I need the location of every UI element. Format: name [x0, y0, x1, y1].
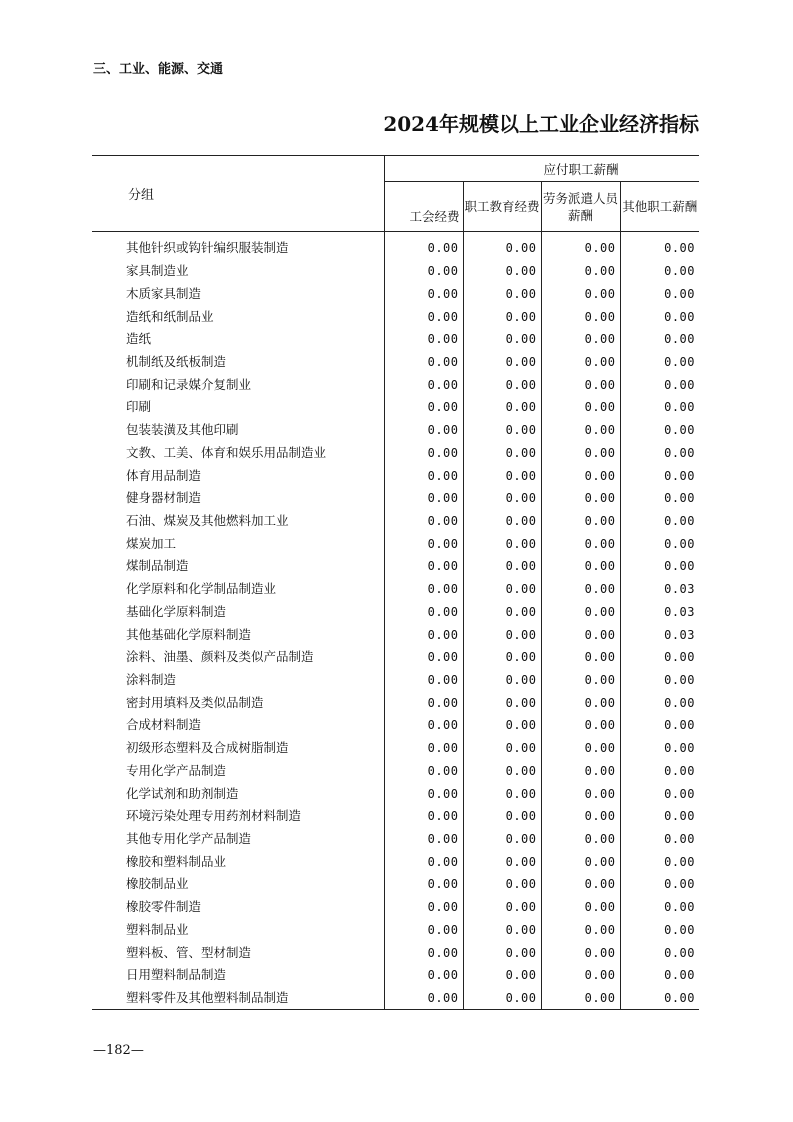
cell-value: 0.00	[620, 919, 699, 942]
cell-value: 0.00	[541, 396, 620, 419]
cell-value: 0.00	[541, 691, 620, 714]
table-row	[92, 487, 699, 510]
cell-value: 0.00	[541, 737, 620, 760]
table-row	[92, 896, 699, 919]
cell-value: 0.00	[541, 464, 620, 487]
cell-value: 0.00	[541, 850, 620, 873]
table-row	[92, 987, 699, 1010]
payroll-super-header: 应付职工薪酬	[463, 156, 699, 182]
cell-value: 0.00	[541, 555, 620, 578]
cell-value: 0.00	[384, 351, 463, 374]
cell-value: 0.00	[384, 828, 463, 851]
cell-value: 0.00	[384, 737, 463, 760]
cell-value: 0.00	[384, 555, 463, 578]
row-label: 合成材料制造	[126, 717, 202, 733]
cell-value: 0.00	[384, 487, 463, 510]
table-row	[92, 305, 699, 328]
cell-value: 0.00	[620, 691, 699, 714]
cell-value: 0.00	[541, 782, 620, 805]
cell-value: 0.00	[384, 850, 463, 873]
cell-value: 0.00	[620, 396, 699, 419]
row-label: 石油、煤炭及其他燃料加工业	[126, 512, 289, 528]
cell-value: 0.00	[620, 737, 699, 760]
cell-value: 0.00	[620, 646, 699, 669]
row-label: 涂料、油墨、颜料及类似产品制造	[126, 649, 314, 665]
cell-value: 0.00	[541, 260, 620, 283]
cell-value: 0.00	[463, 964, 541, 987]
cell-value: 0.00	[384, 805, 463, 828]
cell-value: 0.00	[541, 601, 620, 624]
cell-value: 0.00	[384, 328, 463, 351]
cell-value: 0.00	[620, 964, 699, 987]
table-row	[92, 919, 699, 942]
table-row	[92, 282, 699, 305]
row-label: 煤炭加工	[126, 535, 177, 551]
cell-value: 0.00	[384, 510, 463, 533]
group-column-header: 分组	[92, 156, 384, 232]
cell-value: 0.00	[384, 760, 463, 783]
row-label: 塑料零件及其他塑料制品制造	[92, 987, 384, 1010]
table-row	[92, 328, 699, 351]
cell-value: 0.00	[620, 873, 699, 896]
cell-value: 0.00	[541, 623, 620, 646]
cell-value: 0.00	[384, 714, 463, 737]
row-label: 印刷	[126, 399, 152, 415]
cell-value: 0.00	[541, 760, 620, 783]
cell-value: 0.00	[620, 328, 699, 351]
table-row	[92, 805, 699, 828]
empty-header-cell	[384, 156, 463, 182]
table-row	[92, 601, 699, 624]
cell-value: 0.00	[541, 828, 620, 851]
cell-value: 0.00	[541, 351, 620, 374]
cell-value: 0.00	[384, 782, 463, 805]
cell-value: 0.00	[620, 669, 699, 692]
column-header-education-fee: 职工教育经费	[463, 182, 541, 232]
table-row	[92, 714, 699, 737]
cell-value: 0.00	[463, 805, 541, 828]
cell-value: 0.00	[463, 232, 541, 260]
row-label: 涂料制造	[126, 672, 177, 688]
cell-value: 0.00	[541, 232, 620, 260]
table-row	[92, 464, 699, 487]
table-row	[92, 260, 699, 283]
cell-value: 0.00	[463, 441, 541, 464]
cell-value: 0.00	[384, 373, 463, 396]
cell-value: 0.00	[463, 873, 541, 896]
cell-value: 0.00	[384, 646, 463, 669]
cell-value: 0.00	[541, 419, 620, 442]
table-row	[92, 691, 699, 714]
cell-value: 0.00	[384, 987, 463, 1010]
row-label: 家具制造业	[126, 263, 189, 279]
table-row	[92, 873, 699, 896]
table-row	[92, 396, 699, 419]
column-header-other-pay: 其他职工薪酬	[620, 182, 699, 232]
row-label: 造纸	[126, 331, 152, 347]
cell-value: 0.00	[384, 601, 463, 624]
table-body	[92, 232, 699, 1010]
cell-value: 0.00	[384, 441, 463, 464]
cell-value: 0.00	[541, 714, 620, 737]
cell-value: 0.00	[463, 305, 541, 328]
cell-value: 0.00	[384, 873, 463, 896]
table-row	[92, 373, 699, 396]
cell-value: 0.00	[541, 532, 620, 555]
table-row	[92, 760, 699, 783]
cell-value: 0.00	[620, 896, 699, 919]
cell-value: 0.03	[620, 578, 699, 601]
cell-value: 0.00	[384, 396, 463, 419]
cell-value: 0.00	[620, 941, 699, 964]
row-label: 化学原料和化学制品制造业	[126, 581, 277, 597]
table-row	[92, 419, 699, 442]
cell-value: 0.00	[541, 282, 620, 305]
cell-value: 0.00	[620, 419, 699, 442]
cell-value: 0.00	[620, 714, 699, 737]
cell-value: 0.00	[541, 941, 620, 964]
cell-value: 0.00	[384, 260, 463, 283]
table-row	[92, 351, 699, 374]
cell-value: 0.00	[463, 282, 541, 305]
cell-value: 0.00	[541, 305, 620, 328]
cell-value: 0.00	[463, 351, 541, 374]
row-label: 日用塑料制品制造	[126, 967, 227, 983]
row-label: 塑料制品业	[126, 921, 189, 937]
cell-value: 0.00	[541, 646, 620, 669]
cell-value: 0.00	[620, 232, 699, 260]
cell-value: 0.00	[384, 669, 463, 692]
section-header: 三、工业、能源、交通	[93, 62, 224, 77]
row-label: 专用化学产品制造	[126, 762, 227, 778]
cell-value: 0.00	[541, 578, 620, 601]
cell-value: 0.00	[384, 919, 463, 942]
cell-value: 0.00	[463, 646, 541, 669]
table-row	[92, 828, 699, 851]
cell-value: 0.00	[620, 760, 699, 783]
cell-value: 0.00	[620, 441, 699, 464]
column-header-dispatch-pay: 劳务派遣人员薪酬	[541, 182, 620, 232]
cell-value: 0.00	[384, 305, 463, 328]
table-row	[92, 578, 699, 601]
cell-value: 0.00	[541, 328, 620, 351]
table-row	[92, 941, 699, 964]
cell-value: 0.00	[620, 260, 699, 283]
table-header	[92, 156, 699, 232]
row-label: 印刷和记录媒介复制业	[126, 376, 252, 392]
cell-value: 0.00	[463, 464, 541, 487]
row-label: 其他专用化学产品制造	[126, 831, 252, 847]
cell-value: 0.00	[620, 805, 699, 828]
row-label: 环境污染处理专用药剂材料制造	[126, 808, 302, 824]
table-row	[92, 555, 699, 578]
cell-value: 0.00	[463, 328, 541, 351]
row-label: 其他针织或钩针编织服装制造	[126, 240, 289, 256]
cell-value: 0.00	[463, 737, 541, 760]
cell-value: 0.00	[463, 691, 541, 714]
table-row	[92, 737, 699, 760]
row-label: 木质家具制造	[126, 285, 202, 301]
table-row	[92, 669, 699, 692]
cell-value: 0.00	[620, 487, 699, 510]
row-label: 体育用品制造	[126, 467, 202, 483]
cell-value: 0.00	[541, 896, 620, 919]
table-row	[92, 623, 699, 646]
cell-value: 0.00	[620, 305, 699, 328]
cell-value: 0.00	[463, 714, 541, 737]
cell-value: 0.00	[384, 282, 463, 305]
cell-value: 0.00	[384, 419, 463, 442]
cell-value: 0.00	[463, 782, 541, 805]
cell-value: 0.00	[541, 669, 620, 692]
cell-value: 0.00	[463, 555, 541, 578]
cell-value: 0.03	[620, 601, 699, 624]
row-label: 初级形态塑料及合成树脂制造	[126, 740, 289, 756]
cell-value: 0.00	[541, 441, 620, 464]
row-label: 包装装潢及其他印刷	[126, 422, 239, 438]
cell-value: 0.00	[541, 987, 620, 1010]
cell-value: 0.00	[384, 464, 463, 487]
row-label: 造纸和纸制品业	[126, 308, 214, 324]
cell-value: 0.00	[620, 850, 699, 873]
cell-value: 0.00	[463, 919, 541, 942]
cell-value: 0.00	[463, 760, 541, 783]
row-label: 橡胶零件制造	[126, 899, 202, 915]
table-row	[92, 850, 699, 873]
cell-value: 0.00	[620, 987, 699, 1010]
cell-value: 0.00	[384, 623, 463, 646]
row-label: 文教、工美、体育和娱乐用品制造业	[126, 444, 327, 460]
cell-value: 0.00	[541, 964, 620, 987]
cell-value: 0.00	[620, 510, 699, 533]
cell-value: 0.00	[620, 373, 699, 396]
row-label: 密封用填料及类似品制造	[126, 694, 264, 710]
cell-value: 0.00	[541, 510, 620, 533]
table-row	[92, 532, 699, 555]
cell-value: 0.00	[620, 351, 699, 374]
row-label: 煤制品制造	[126, 558, 189, 574]
cell-value: 0.00	[384, 691, 463, 714]
cell-value: 0.00	[620, 555, 699, 578]
cell-value: 0.00	[463, 487, 541, 510]
cell-value: 0.00	[620, 782, 699, 805]
cell-value: 0.00	[463, 601, 541, 624]
cell-value: 0.00	[463, 828, 541, 851]
cell-value: 0.00	[463, 896, 541, 919]
cell-value: 0.00	[463, 419, 541, 442]
table-row	[92, 232, 699, 260]
cell-value: 0.00	[541, 373, 620, 396]
table-row	[92, 646, 699, 669]
table-row	[92, 441, 699, 464]
row-label: 塑料板、管、型材制造	[126, 944, 252, 960]
page-number: —182—	[93, 1043, 144, 1058]
table-row	[92, 782, 699, 805]
cell-value: 0.00	[620, 464, 699, 487]
cell-value: 0.00	[384, 232, 463, 260]
cell-value: 0.00	[463, 373, 541, 396]
cell-value: 0.00	[620, 532, 699, 555]
cell-value: 0.00	[620, 828, 699, 851]
row-label: 其他基础化学原料制造	[126, 626, 252, 642]
cell-value: 0.00	[463, 623, 541, 646]
row-label: 橡胶和塑料制品业	[126, 853, 227, 869]
cell-value: 0.00	[463, 532, 541, 555]
cell-value: 0.00	[384, 532, 463, 555]
cell-value: 0.00	[384, 896, 463, 919]
table-row	[92, 964, 699, 987]
cell-value: 0.00	[541, 873, 620, 896]
row-label: 基础化学原料制造	[126, 603, 227, 619]
table-row	[92, 510, 699, 533]
row-label: 机制纸及纸板制造	[126, 353, 227, 369]
row-label: 健身器材制造	[126, 490, 202, 506]
cell-value: 0.00	[384, 964, 463, 987]
cell-value: 0.00	[463, 510, 541, 533]
cell-value: 0.00	[463, 669, 541, 692]
cell-value: 0.00	[463, 850, 541, 873]
column-header-union-fee: 工会经费	[384, 182, 463, 232]
cell-value: 0.00	[384, 941, 463, 964]
row-label: 橡胶制品业	[126, 876, 189, 892]
statistics-table	[92, 155, 699, 1010]
cell-value: 0.00	[620, 282, 699, 305]
cell-value: 0.00	[463, 260, 541, 283]
cell-value: 0.00	[541, 919, 620, 942]
row-label: 化学试剂和助剂制造	[126, 785, 239, 801]
page-title: 2024年规模以上工业企业经济指标	[383, 112, 699, 136]
cell-value: 0.00	[463, 941, 541, 964]
cell-value: 0.00	[463, 578, 541, 601]
cell-value: 0.00	[384, 578, 463, 601]
cell-value: 0.00	[541, 487, 620, 510]
cell-value: 0.00	[463, 987, 541, 1010]
cell-value: 0.00	[541, 805, 620, 828]
cell-value: 0.00	[463, 396, 541, 419]
cell-value: 0.03	[620, 623, 699, 646]
